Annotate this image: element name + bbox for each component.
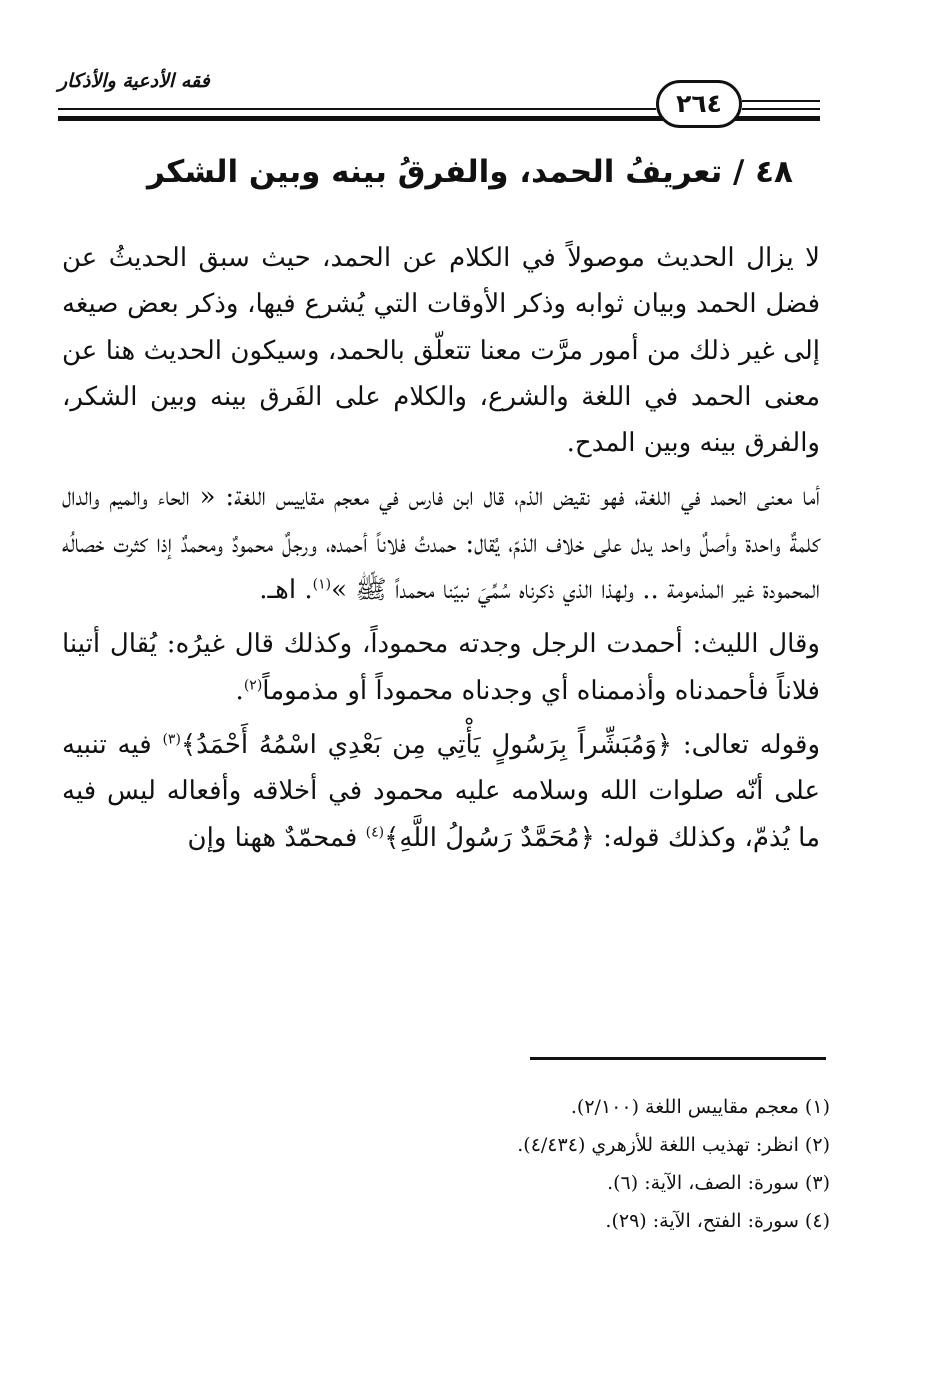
paragraph-4: وقوله تعالى: ﴿وَمُبَشِّراً بِرَسُولٍ يَأْتِي مِن بَعْدِي اسْمُهُ أَحْمَدُ﴾$^{(٣)}$ فيه تنبيه على أنّه صلوات الله وسلامه عليه محمود في أخلاقه وأفعاله ليس فيه ما يُذمّ، وكذلك قوله: ﴿مُحَمَّدٌ رَسُولُ اللَّهِ﴾$^{(٤)}$ فمحمّدٌ ههنا وإن <box>62 729 820 853</box>
paragraph-2: أما معنى الحمد في اللغة، فهو نقيض الذم، قال ابن فارس في معجم مقاييس اللغة: « الحاء والميم والدال كلمةٌ واحدة وأصلٌ واحد يدل على خلاف الذمّ، يُقال: حمدتُ فلاناً أحمده، ورجلٌ محمودٌ ومحمدٌ إذا كثرت خصالُه المحمودة غير المذمومة .. ولهذا الذي ذكرناه سُمِّيَ نبيّنا محمداً ﷺ »$^{(١)}$. اهـ. <box>62 482 821 606</box>
header-rule-right-bottom <box>742 108 820 110</box>
footnote-4: (٤) سورة: الفتح، الآية: (٢٩). <box>605 1210 830 1232</box>
paragraph-3: وقال الليث: أحمدت الرجل وجدته محموداً، وكذلك قال غيرُه: يُقال أتينا فلاناً فأحمدناه وأذممناه أي وجدناه محموداً أو مذموماً$^{(٢)}$. <box>62 629 820 706</box>
quote-end: . اهـ. <box>259 575 313 606</box>
note-mark-2: (٢) <box>243 677 263 694</box>
page-number: ٢٦٤ <box>656 80 742 128</box>
note-mark-4: (٤) <box>365 823 385 840</box>
footnote-3: (٣) سورة: الصف، الآية: (٦). <box>607 1172 830 1194</box>
paragraph-1: لا يزال الحديث موصولاً في الكلام عن الحمد، حيث سبق الحديثُ عن فضل الحمد وبيان ثوابه وذكر الأوقات التي يُشرع فيها، وذكر بعض صيغه إلى غير ذلك من أمور مرَّت معنا تتعلّق بالحمد، وسيكون الحديث هنا عن معنى الحمد في اللغة والشرع، والكلام على الفَرق بينه وبين الشكر، والفرق بينه وبين المدح. <box>62 243 820 459</box>
body-text <box>62 235 820 861</box>
note-mark-1: (١) <box>312 576 332 593</box>
chapter-title: ٤٨ / تعريفُ الحمد، والفرقُ بينه وبين الشكر <box>147 154 793 190</box>
header-rule-thin <box>58 108 656 110</box>
header-rule-right-top <box>742 100 820 102</box>
footnote-2: (٢) انظر: تهذيب اللغة للأزهري (٤/٤٣٤). <box>517 1134 830 1156</box>
running-head-title: فقه الأدعية والأذكار <box>58 70 210 92</box>
note-mark-3: (٣) <box>162 731 181 748</box>
footnote-1: (١) معجم مقاييس اللغة (٢/١٠٠). <box>570 1096 830 1118</box>
footnotes <box>62 1088 830 1240</box>
footnote-separator <box>530 1057 826 1060</box>
